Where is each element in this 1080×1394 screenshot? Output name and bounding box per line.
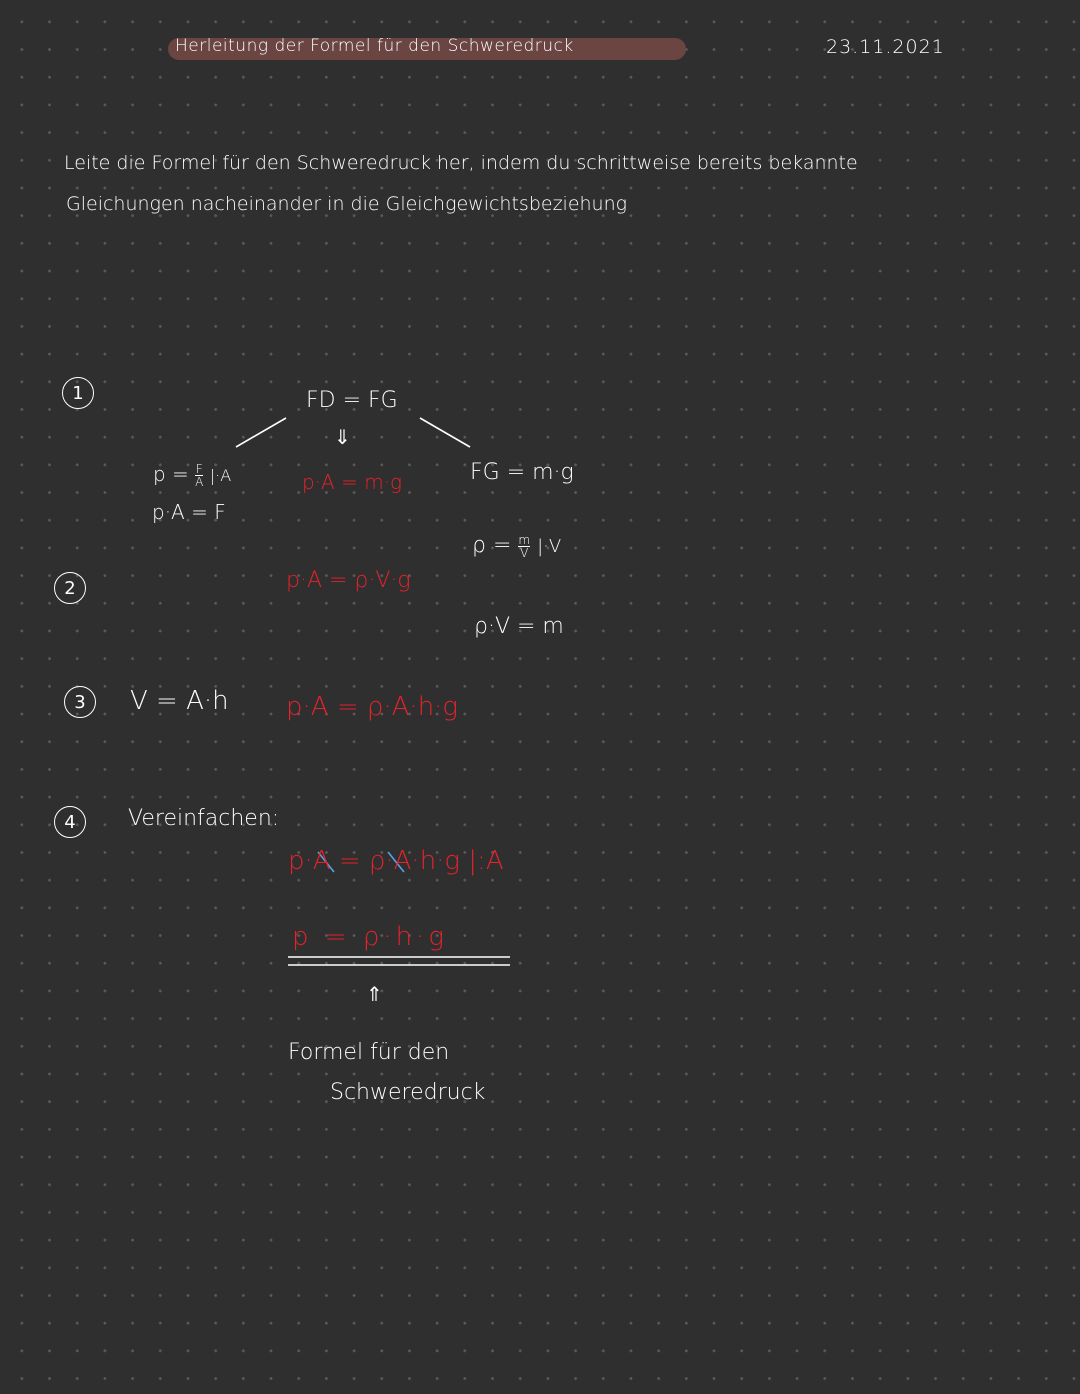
up-arrow-icon: ⇑ xyxy=(366,982,383,1006)
pressure-def-lhs: p = xyxy=(153,462,196,486)
right-connector-line xyxy=(420,418,470,447)
caption-line-2: Schweredruck xyxy=(330,1080,486,1105)
pressure-fraction xyxy=(195,463,203,488)
equilibrium-equation: FD = FG xyxy=(306,388,398,413)
density-lhs: ρ = xyxy=(472,533,519,558)
task-line-2: Gleichungen nacheinander in die Gleichgewichtsbeziehung xyxy=(66,193,628,215)
density-frac-den: V xyxy=(520,545,529,560)
step3-result: p·A = ρ·A·h·g xyxy=(286,692,459,722)
simplify-line: p·A = ρ·A·h·g |:A xyxy=(288,846,504,876)
down-arrow-icon: ⇓ xyxy=(334,425,351,449)
simplify-label: Vereinfachen: xyxy=(128,806,280,831)
step-4-number: 4 xyxy=(64,811,76,833)
caption-line-1: Formel für den xyxy=(288,1040,450,1065)
pressure-rearranged: p·A = F xyxy=(152,500,226,524)
density-fraction xyxy=(518,534,530,559)
step2-result: p·A = ρ·V·g xyxy=(286,568,411,593)
density-op: |·V xyxy=(537,536,562,557)
pressure-def-op: |·A xyxy=(209,466,232,485)
step-1-number: 1 xyxy=(72,382,84,404)
step-3-number: 3 xyxy=(74,691,86,713)
pressure-frac-num: F xyxy=(195,462,203,476)
pressure-definition xyxy=(153,462,231,488)
step1-result: p·A = m·g xyxy=(302,470,403,494)
step-2-number: 2 xyxy=(64,577,76,599)
left-connector-line xyxy=(236,418,286,447)
density-frac-num: m xyxy=(518,532,531,547)
pressure-frac-den: A xyxy=(195,475,204,489)
date: 23.11.2021 xyxy=(826,36,945,58)
weight-force-equation: FG = m·g xyxy=(470,460,574,485)
density-definition xyxy=(472,533,561,559)
page-title: Herleitung der Formel für den Schweredruck xyxy=(175,36,574,56)
volume-equation: V = A·h xyxy=(130,686,229,716)
density-rearranged: ρ·V = m xyxy=(474,614,564,639)
task-line-1: Leite die Formel für den Schweredruck her, indem du schrittweise bereits bekannte xyxy=(64,152,858,174)
final-formula: p = ρ·h·g xyxy=(292,922,448,952)
